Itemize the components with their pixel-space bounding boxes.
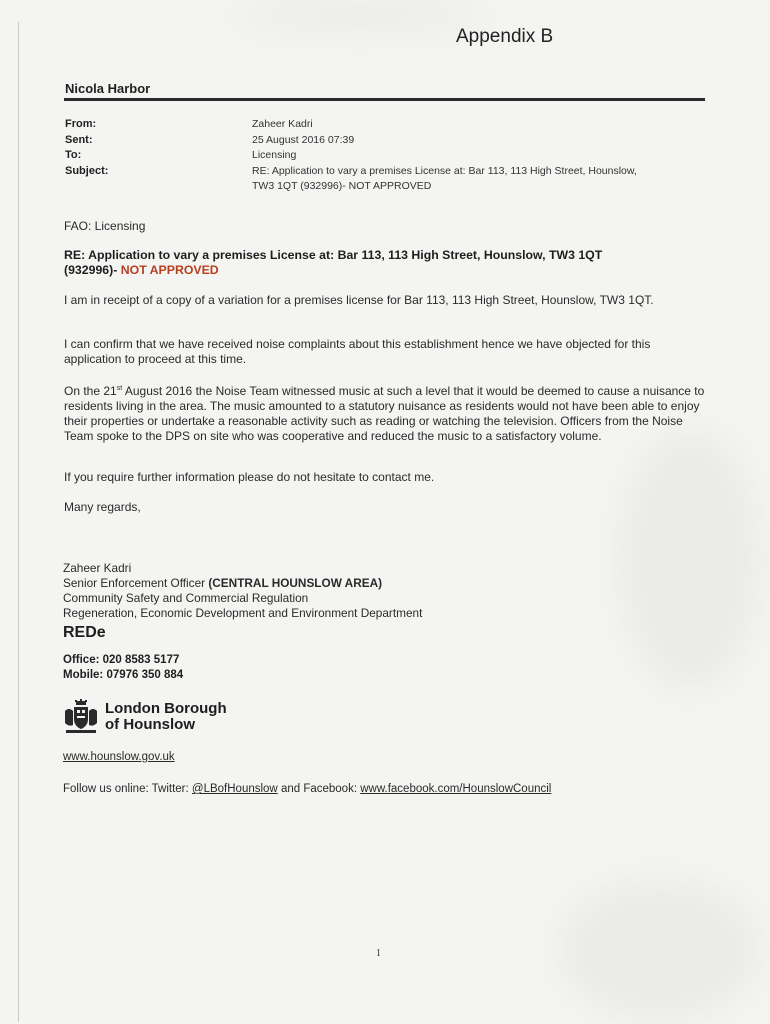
noise-details: August 2016 the Noise Team witnessed music at such a level that it would be deemed to cause a nuisance to residents living in the area. The music amounted to a statutory nuisance as residents would not have been able to enjoy their properties or undertake a reasonable activity such as reading or watching the television. Officers from the Noise Team spoke to the DPS on site who was cooperative and reduced the music to a satisfactory volume. xyxy=(64,384,705,443)
appendix-title: Appendix B xyxy=(456,26,554,47)
social-line xyxy=(63,783,551,795)
mobile-phone: Mobile: 07976 350 884 xyxy=(63,669,184,681)
to-value: Licensing xyxy=(252,149,297,161)
from-label: From: xyxy=(65,118,97,130)
council-name-line1: London Borough xyxy=(105,700,227,717)
noise-date-prefix: On the 21 xyxy=(64,384,117,398)
from-value: Zaheer Kadri xyxy=(252,118,313,130)
scan-smudge xyxy=(620,430,760,690)
re-reference: (932996)- xyxy=(64,263,118,277)
council-logo xyxy=(61,697,227,737)
signature-department: Regeneration, Economic Development and Environment Department xyxy=(63,606,423,620)
to-label: To: xyxy=(65,149,82,161)
header-rule xyxy=(64,98,705,101)
department-abbrev: REDe xyxy=(63,624,106,641)
facebook-link[interactable]: www.facebook.com/HounslowCouncil xyxy=(360,783,552,795)
email-header-values xyxy=(252,117,702,195)
signature-title-line xyxy=(63,576,422,591)
sent-label: Sent: xyxy=(65,133,93,146)
scan-smudge xyxy=(230,0,490,30)
signature-title: Senior Enforcement Officer xyxy=(63,576,206,590)
council-name xyxy=(105,701,227,733)
paragraph-receipt: I am in receipt of a copy of a variation for a premises license for Bar 113, 113 High Street, Hounslow, TW3 1QT. xyxy=(64,293,654,307)
signature-area: (CENTRAL HOUNSLOW AREA) xyxy=(208,576,383,590)
website-link[interactable]: www.hounslow.gov.uk xyxy=(63,751,175,763)
re-heading xyxy=(64,248,709,278)
scan-edge-line xyxy=(18,22,19,1022)
email-header-labels xyxy=(65,117,108,179)
signature-block xyxy=(63,561,422,644)
subject-value-line1: RE: Application to vary a premises License at: Bar 113, 113 High Street, Hounslow, xyxy=(252,164,637,177)
follow-prefix: Follow us online: Twitter: xyxy=(63,783,192,795)
contact-numbers xyxy=(63,653,183,683)
re-heading-line2 xyxy=(64,263,709,278)
follow-mid: and Facebook: xyxy=(277,783,361,795)
closing-regards: Many regards, xyxy=(64,500,141,514)
signature-division: Community Safety and Commercial Regulation xyxy=(63,591,309,605)
scan-smudge xyxy=(560,880,760,1020)
sender-name: Nicola Harbor xyxy=(65,81,151,96)
fao-line: FAO: Licensing xyxy=(64,219,146,233)
paragraph-complaints: I can confirm that we have received noise complaints about this establishment hence we have objected for this application to proceed at this time. xyxy=(64,337,651,366)
paragraph-contact: If you require further information please do not hesitate to contact me. xyxy=(64,470,435,484)
subject-value-line2: TW3 1QT (932996)- NOT APPROVED xyxy=(252,180,432,192)
subject-label: Subject: xyxy=(65,164,109,177)
twitter-link[interactable]: @LBofHounslow xyxy=(191,783,278,795)
paragraph-noise-team xyxy=(64,381,709,444)
office-phone: Office: 020 8583 5177 xyxy=(63,654,180,666)
signature-name: Zaheer Kadri xyxy=(63,561,132,575)
page-number: 1 xyxy=(376,948,381,959)
not-approved-status: NOT APPROVED xyxy=(120,263,219,277)
re-heading-line1: RE: Application to vary a premises License at: Bar 113, 113 High Street, Hounslow, TW3 1QT xyxy=(64,248,603,262)
ordinal-suffix: st xyxy=(116,385,123,392)
council-name-line2: of Hounslow xyxy=(105,716,195,733)
coat-of-arms-icon xyxy=(61,697,101,737)
sent-value: 25 August 2016 07:39 xyxy=(252,133,355,146)
